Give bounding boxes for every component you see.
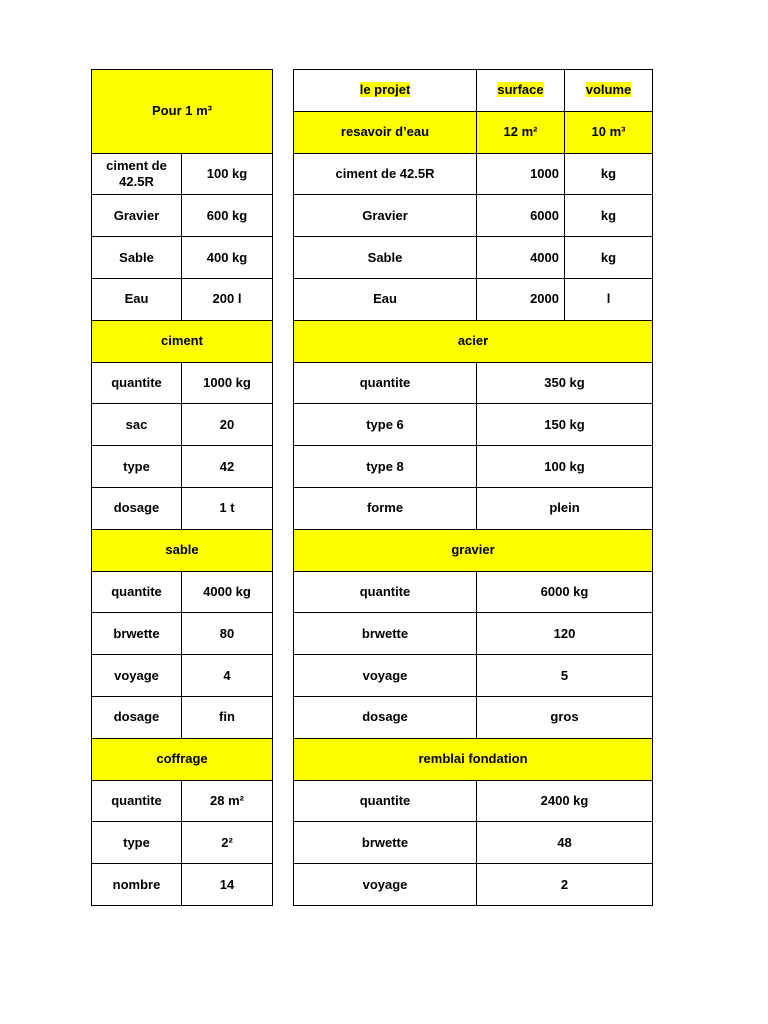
per-cubic-meter-table: [91, 69, 273, 906]
cell-value: 6000 kg: [477, 571, 653, 613]
cell-label: type 8: [294, 446, 477, 488]
table-row: [92, 153, 273, 195]
cell-label: quantite: [92, 362, 182, 404]
cell-unit: kg: [565, 237, 653, 279]
cell-value: 1000: [477, 153, 565, 195]
section-title-gravier: gravier: [294, 529, 653, 571]
cell-value: 14: [182, 864, 273, 906]
table-row: [294, 822, 653, 864]
cell-value: 28 m²: [182, 780, 273, 822]
section-title-sable: sable: [92, 529, 273, 571]
cell-value: 20: [182, 404, 273, 446]
cell-value: 120: [477, 613, 653, 655]
cell-value: 4: [182, 655, 273, 697]
cell-label: dosage: [294, 696, 477, 738]
table-row: [92, 195, 273, 237]
cell-label: Sable: [294, 237, 477, 279]
table-row: [294, 613, 653, 655]
cell-value: 2²: [182, 822, 273, 864]
cell-value: 200 l: [182, 278, 273, 320]
table-row: [92, 822, 273, 864]
table-row: [294, 278, 653, 320]
pour-1m3-header: Pour 1 m³: [92, 70, 273, 154]
table-row: [92, 487, 273, 529]
cell-label: voyage: [294, 864, 477, 906]
cell-label: sac: [92, 404, 182, 446]
cell-label: ciment de 42.5R: [294, 153, 477, 195]
cell-label: ciment de 42.5R: [92, 153, 182, 195]
table-row: [294, 362, 653, 404]
cell-value: 42: [182, 446, 273, 488]
project-surface: 12 m²: [477, 111, 565, 153]
cell-value: 2000: [477, 278, 565, 320]
table-row: [294, 153, 653, 195]
table-row: [294, 655, 653, 697]
table-row: [92, 571, 273, 613]
cell-value: fin: [182, 696, 273, 738]
cell-value: 5: [477, 655, 653, 697]
cell-value: gros: [477, 696, 653, 738]
cell-label: type: [92, 446, 182, 488]
section-title-coffrage: coffrage: [92, 738, 273, 780]
cell-value: 80: [182, 613, 273, 655]
project-row: [294, 111, 653, 153]
cell-value: 100 kg: [477, 446, 653, 488]
cell-value: 2: [477, 864, 653, 906]
table-row: [92, 278, 273, 320]
cell-value: 150 kg: [477, 404, 653, 446]
table-row: [92, 613, 273, 655]
cell-label: nombre: [92, 864, 182, 906]
table-row: [92, 404, 273, 446]
cell-label: Eau: [92, 278, 182, 320]
table-row: [294, 195, 653, 237]
cell-label: dosage: [92, 696, 182, 738]
cell-value: 4000 kg: [182, 571, 273, 613]
table-row: [294, 864, 653, 906]
table-row: [92, 696, 273, 738]
cell-label: Sable: [92, 237, 182, 279]
cell-label: brwette: [294, 613, 477, 655]
table-row: [294, 487, 653, 529]
cell-value: 2400 kg: [477, 780, 653, 822]
table-row: [294, 404, 653, 446]
header-project: le projet: [294, 70, 477, 112]
project-name: resavoir d’eau: [294, 111, 477, 153]
cell-label: brwette: [294, 822, 477, 864]
cell-label: voyage: [92, 655, 182, 697]
header-row: [294, 70, 653, 112]
table-row: [294, 571, 653, 613]
project-volume: 10 m³: [565, 111, 653, 153]
project-table: [293, 69, 653, 906]
cell-value: 1000 kg: [182, 362, 273, 404]
section-title-ciment: ciment: [92, 320, 273, 362]
table-row: [92, 655, 273, 697]
cell-value: 100 kg: [182, 153, 273, 195]
section-title-acier: acier: [294, 320, 653, 362]
table-row: [92, 780, 273, 822]
cell-unit: l: [565, 278, 653, 320]
table-row: [92, 237, 273, 279]
cell-label: quantite: [92, 780, 182, 822]
cell-label: type: [92, 822, 182, 864]
header-volume: volume: [565, 70, 653, 112]
cell-label: forme: [294, 487, 477, 529]
section-title-remblai-fondation: remblai fondation: [294, 738, 653, 780]
cell-label: dosage: [92, 487, 182, 529]
header-surface: surface: [477, 70, 565, 112]
cell-value: 6000: [477, 195, 565, 237]
cell-label: brwette: [92, 613, 182, 655]
cell-label: quantite: [92, 571, 182, 613]
table-row: [294, 237, 653, 279]
cell-value: 48: [477, 822, 653, 864]
cell-label: quantite: [294, 362, 477, 404]
cell-value: 350 kg: [477, 362, 653, 404]
table-row: [294, 446, 653, 488]
cell-label: Gravier: [294, 195, 477, 237]
cell-label: quantite: [294, 780, 477, 822]
cell-value: plein: [477, 487, 653, 529]
table-row: [294, 780, 653, 822]
cell-unit: kg: [565, 195, 653, 237]
table-row: [92, 864, 273, 906]
cell-label: voyage: [294, 655, 477, 697]
cell-value: 4000: [477, 237, 565, 279]
cell-label: Gravier: [92, 195, 182, 237]
table-row: [294, 696, 653, 738]
table-row: [92, 446, 273, 488]
cell-label: quantite: [294, 571, 477, 613]
cell-label: type 6: [294, 404, 477, 446]
table-row: [92, 362, 273, 404]
cell-value: 1 t: [182, 487, 273, 529]
cell-label: Eau: [294, 278, 477, 320]
cell-value: 600 kg: [182, 195, 273, 237]
cell-unit: kg: [565, 153, 653, 195]
cell-value: 400 kg: [182, 237, 273, 279]
